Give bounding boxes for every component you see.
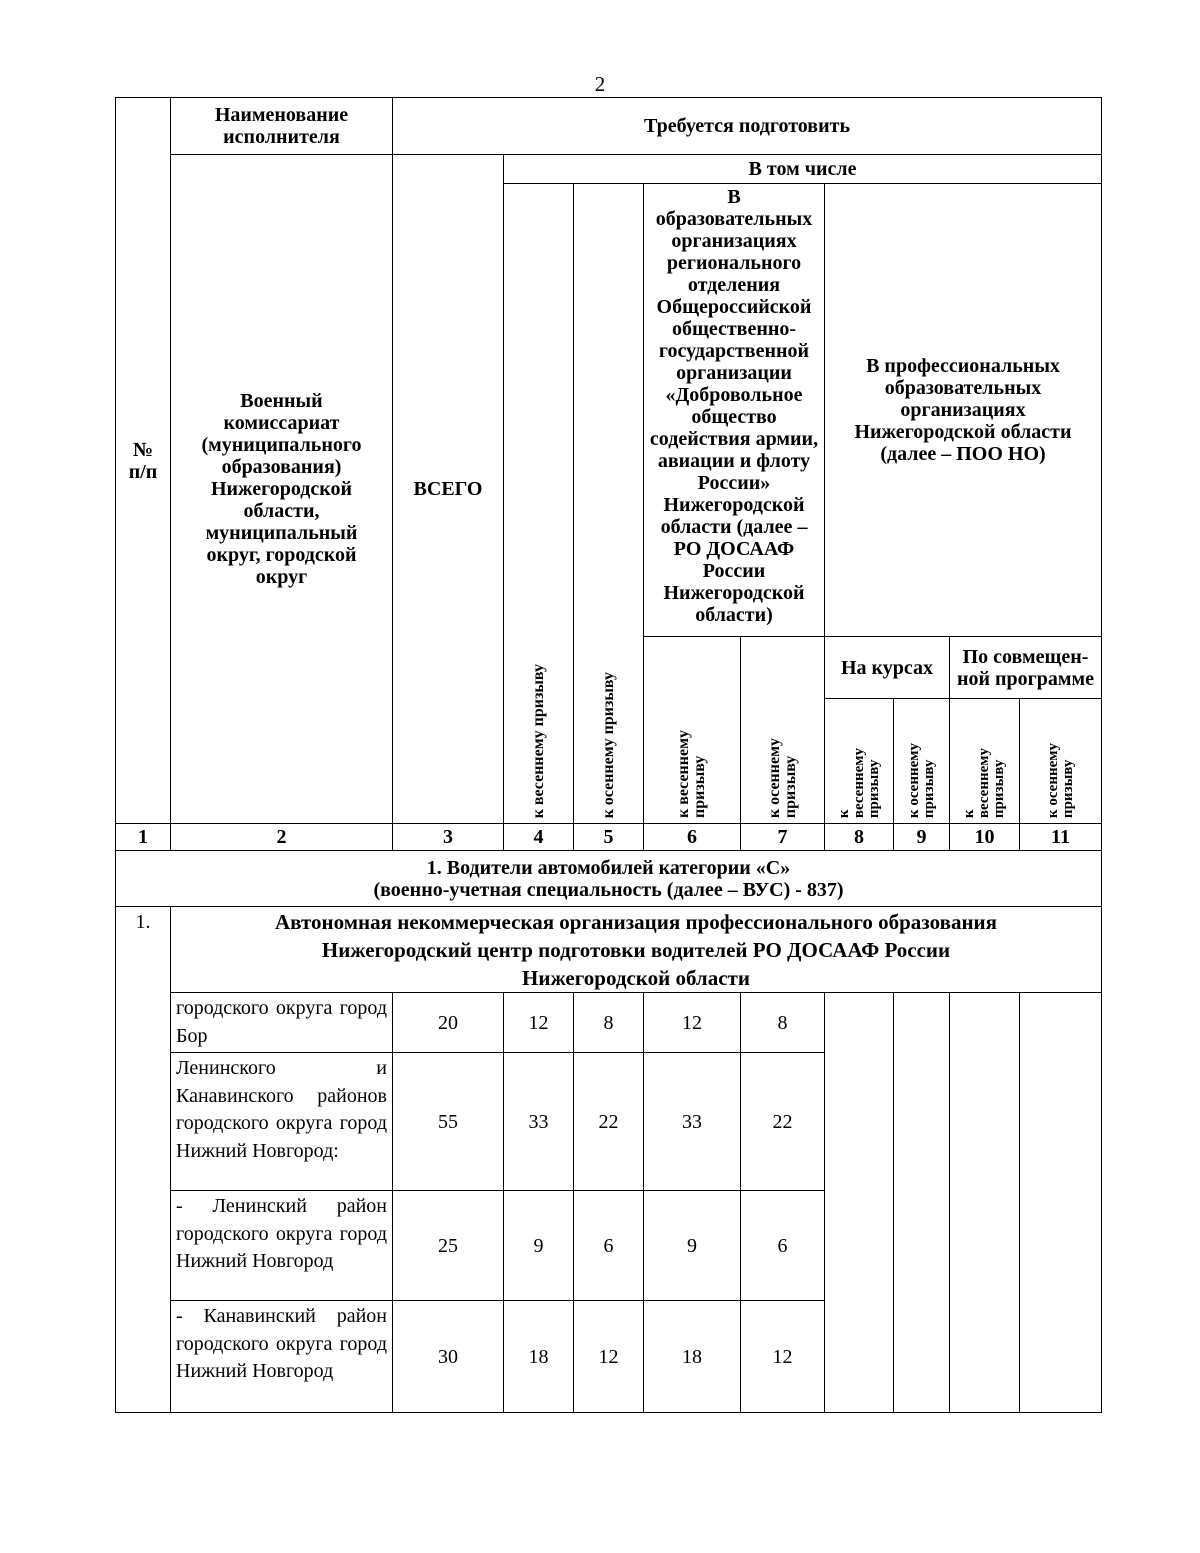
dosaaf-spring-cell: 12 (644, 993, 741, 1053)
column-number: 4 (504, 824, 574, 851)
column-number: 11 (1020, 824, 1102, 851)
spring-cell: 9 (504, 1191, 574, 1301)
spring-cell: 33 (504, 1053, 574, 1191)
header-row-1 (116, 98, 1102, 155)
total-cell: 25 (393, 1191, 504, 1301)
org-name: Автономная некоммерческая организация профессионального образования Нижегородский центр подготовки водителей РО ДОСААФ России Нижегородской области (171, 907, 1102, 993)
required-header: Требуется подготовить (393, 98, 1102, 155)
col-num-header: № п/п (116, 98, 171, 824)
dosaaf-spring-header: к весеннему призыву (644, 637, 741, 824)
district-name: - Ленинский район городского округа город Нижний Новгород (171, 1191, 393, 1301)
combined-header: По совмещен- ной программе (950, 637, 1102, 699)
combined-spring-header: к весеннему призыву (950, 699, 1020, 824)
including-header: В том числе (504, 155, 1102, 184)
spring-cell: 12 (504, 993, 574, 1053)
courses-spring-header: к весеннему призыву (825, 699, 894, 824)
column-number: 3 (393, 824, 504, 851)
column-numbers-row (116, 824, 1102, 851)
total-cell: 30 (393, 1301, 504, 1413)
column-number: 1 (116, 824, 171, 851)
section-title: 1. Водители автомобилей категории «С» (военно-учетная специальность (далее – ВУС) - 837) (116, 851, 1102, 907)
autumn-cell: 6 (574, 1191, 644, 1301)
dosaaf-spring-cell: 33 (644, 1053, 741, 1191)
dosaaf-autumn-cell: 6 (741, 1191, 825, 1301)
dosaaf-autumn-cell: 12 (741, 1301, 825, 1413)
training-table (115, 97, 1102, 1413)
row-index: 1. (116, 907, 171, 1413)
section-row (116, 851, 1102, 907)
total-header: ВСЕГО (393, 155, 504, 824)
dosaaf-header: В образовательных организациях регионального отделения Общероссийской общественно- государственной организации «Добровольное общество содействия армии, авиации и флоту России» Нижегородской области (далее – РО ДОСААФ России Нижегородской области) (644, 184, 825, 637)
header-row-2 (116, 155, 1102, 184)
org-row (116, 907, 1102, 993)
col-name-header: Наименование исполнителя (171, 98, 393, 155)
dosaaf-autumn-cell: 22 (741, 1053, 825, 1191)
empty-cell (894, 993, 950, 1413)
autumn-cell: 8 (574, 993, 644, 1053)
combined-autumn-header: к осеннему призыву (1020, 699, 1102, 824)
column-number: 9 (894, 824, 950, 851)
column-number: 7 (741, 824, 825, 851)
total-cell: 55 (393, 1053, 504, 1191)
empty-cell (1020, 993, 1102, 1413)
column-number: 8 (825, 824, 894, 851)
table-row (116, 993, 1102, 1053)
poo-header: В профессиональных образовательных организациях Нижегородской области (далее – ПОО НО) (825, 184, 1102, 637)
autumn-cell: 12 (574, 1301, 644, 1413)
column-number: 2 (171, 824, 393, 851)
column-number: 10 (950, 824, 1020, 851)
empty-cell (950, 993, 1020, 1413)
page-number: 2 (594, 72, 606, 96)
empty-cell (825, 993, 894, 1413)
dosaaf-spring-cell: 9 (644, 1191, 741, 1301)
dosaaf-spring-cell: 18 (644, 1301, 741, 1413)
district-name: Ленинского и Канавинского районов городского округа город Нижний Новгород: (171, 1053, 393, 1191)
courses-header: На курсах (825, 637, 950, 699)
dosaaf-autumn-cell: 8 (741, 993, 825, 1053)
autumn-cell: 22 (574, 1053, 644, 1191)
district-name: - Канавинский район городского округа город Нижний Новгород (171, 1301, 393, 1413)
district-name: городского округа город Бор (171, 993, 393, 1053)
total-cell: 20 (393, 993, 504, 1053)
autumn-header: к осеннему призыву (574, 184, 644, 824)
column-number: 5 (574, 824, 644, 851)
column-number: 6 (644, 824, 741, 851)
spring-cell: 18 (504, 1301, 574, 1413)
org-type-header: Военный комиссариат (муниципального образования) Нижегородской области, муниципальный округ, городской округ (171, 155, 393, 824)
dosaaf-autumn-header: к осеннему призыву (741, 637, 825, 824)
spring-header: к весеннему призыву (504, 184, 574, 824)
courses-autumn-header: к осеннему призыву (894, 699, 950, 824)
